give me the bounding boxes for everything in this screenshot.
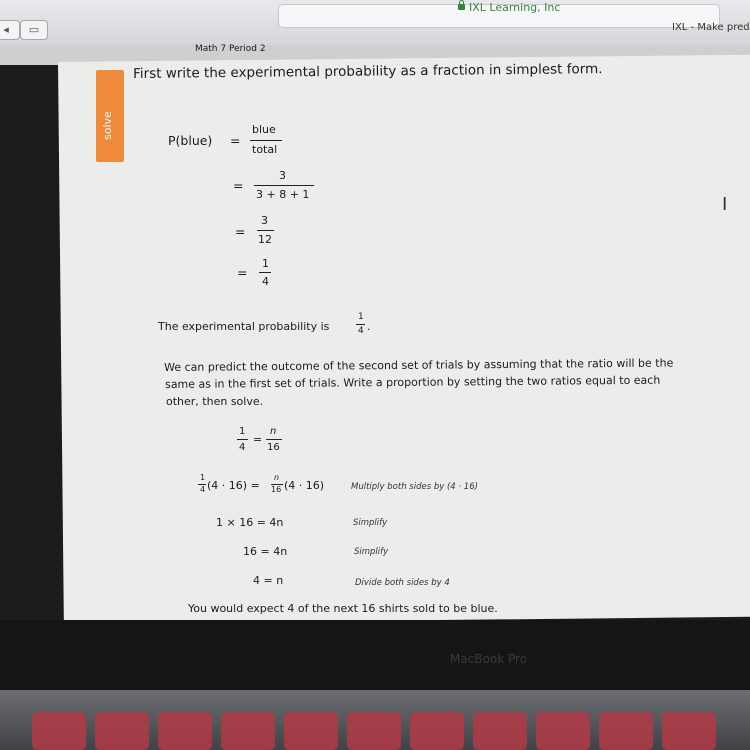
laptop-bezel	[0, 620, 750, 700]
keyboard-key	[158, 712, 212, 750]
fraction-numerator: 1	[262, 257, 269, 270]
fraction-denominator: total	[252, 143, 278, 156]
fraction-denominator: 4	[239, 442, 246, 453]
probability-lhs: P(blue)	[168, 133, 213, 148]
fraction-denominator: 16	[267, 442, 280, 453]
step2-line-1: We can predict the outcome of the second set of trials by assuming that the ratio will be the	[164, 356, 674, 374]
fraction-numerator: blue	[252, 123, 276, 136]
fraction-denominator: 4	[262, 275, 269, 288]
fraction-bar	[356, 324, 365, 325]
keyboard-key	[410, 712, 464, 750]
step-note: Multiply both sides by (4 · 16)	[351, 482, 478, 492]
result-period: .	[367, 320, 371, 333]
lock-icon	[458, 4, 465, 10]
keyboard-key	[347, 712, 401, 750]
fraction-denominator: 16	[271, 485, 282, 494]
keyboard-key	[221, 712, 275, 750]
step2-line-3: other, then solve.	[166, 395, 264, 408]
keyboard-key	[599, 712, 653, 750]
step1-instruction: First write the experimental probability as a fraction in simplest form.	[133, 61, 603, 82]
keyboard-key	[32, 712, 86, 750]
fraction-numerator: 1	[239, 426, 246, 437]
result-text: The experimental probability is	[158, 320, 330, 333]
fraction-numerator: 1	[200, 473, 206, 482]
step-note: Simplify	[353, 518, 388, 528]
laptop-brand: MacBook Pro	[450, 652, 528, 666]
fraction-bar	[254, 185, 314, 186]
keyboard-key	[662, 712, 716, 750]
class-label: Math 7 Period 2	[195, 44, 266, 54]
sidebar-toggle-icon[interactable]: ▭	[20, 20, 48, 40]
equation-right-side: (4 · 16)	[284, 479, 325, 492]
conclusion-text: You would expect 4 of the next 16 shirts sold to be blue.	[188, 602, 498, 615]
content-page	[58, 55, 750, 624]
fraction-bar	[266, 439, 282, 440]
fraction-bar	[250, 140, 282, 141]
site-identity	[458, 1, 560, 14]
equals-sign: =	[235, 224, 246, 239]
equals-sign: =	[237, 265, 248, 280]
solve-tab[interactable]	[96, 70, 124, 162]
solve-tab-label: solve	[101, 111, 114, 140]
result-denominator: 4	[358, 326, 364, 336]
browser-toolbar	[0, 0, 750, 46]
step-note: Simplify	[354, 547, 389, 557]
fraction-bar	[259, 272, 271, 273]
equals-sign: =	[230, 133, 241, 148]
keyboard-key	[473, 712, 527, 750]
fraction-denominator: 3 + 8 + 1	[256, 188, 310, 201]
equals-sign: =	[233, 178, 244, 193]
step-note: Divide both sides by 4	[355, 578, 450, 588]
keyboard-key	[95, 712, 149, 750]
fraction-numerator: 3	[261, 214, 268, 227]
fraction-numerator: 3	[279, 169, 286, 182]
result-numerator: 1	[358, 312, 364, 322]
equation-row: 4 = n	[253, 574, 284, 587]
fraction-denominator: 4	[200, 485, 206, 494]
fraction-numerator: n	[270, 426, 277, 437]
equation-row: 1 × 16 = 4n	[216, 516, 284, 529]
fraction-bar	[237, 439, 248, 440]
keyboard-key	[536, 712, 590, 750]
keyboard-key	[284, 712, 338, 750]
fraction-numerator: n	[274, 473, 280, 482]
site-label: IXL Learning, Inc	[469, 1, 561, 14]
step2-line-2: same as in the first set of trials. Write a proportion by setting the two ratios equal to each	[165, 373, 661, 391]
fraction-bar	[257, 230, 274, 231]
browser-tab[interactable]: IXL - Make pred	[672, 22, 750, 33]
equation-left-side: (4 · 16) =	[207, 479, 260, 492]
fraction-denominator: 12	[258, 233, 272, 246]
text-cursor-icon: I	[722, 194, 728, 215]
back-button[interactable]: ◂	[0, 20, 20, 40]
equation-row: 16 = 4n	[243, 545, 288, 558]
equals-sign: =	[253, 433, 263, 446]
